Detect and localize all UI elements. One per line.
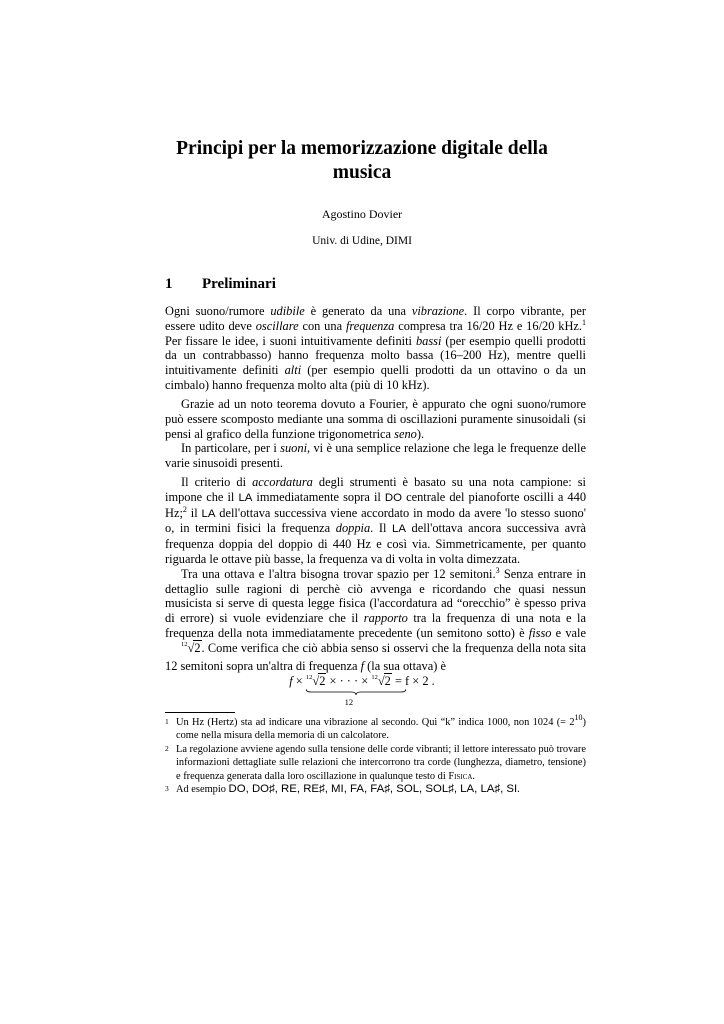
section-title: Preliminari (202, 276, 276, 292)
paragraph-2: Grazie ad un noto teorema dovuto a Fourier, è appurato che ogni suono/rumore può essere scomposto mediante una somma di oscillazioni puramente sinusoidali (si pensi al grafico della funzione trigonometrica seno). (165, 397, 586, 441)
footnote-rule (165, 712, 235, 713)
author-affiliation: Univ. di Udine, DIMI (312, 235, 412, 247)
footnote-ref-3[interactable]: 3 (495, 565, 500, 575)
display-equation: f × $^{12}$√2 × · · · × $^{12}$√2 12 = f × 2 . (0, 674, 724, 691)
section-number: 1 (165, 276, 173, 292)
paragraph-1: Ogni suono/rumore udibile è generato da una vibrazione. Il corpo vibrante, per essere udito deve oscillare con una frequenza compresa tra 16/20 Hz e 16/20 kHz.$^1$ Per fissare le idee, i suoni intuitivamente definiti bassi (per esempio quelli prodotti da un contrabbasso) hanno frequenza molto bassa (16–200 Hz), mentre quelli intuitivamente definiti alti (per esempio quelli prodotti da un ottavino o da un cimbalo) hanno frequenza molto alta (più di 10 kHz). (165, 304, 586, 392)
paper-title (0, 137, 724, 185)
title-line-2: musica (332, 162, 392, 183)
paragraph-4: Il criterio di accordatura degli strumenti è basato su una nota campione: si impone che il LA immediatamente sopra il DO centrale del pianoforte oscilli a 440 Hz;$^2$ il LA dell'ottava successiva viene accordato in modo da avere 'lo stesso suono' o, in termini fisici la frequenza doppia. Il LA dell'ottava ancora successiva avrà frequenza doppia del doppio di 440 Hz e così via. Simmetricamente, per quanto riguarda le ottave più basse, la frequenza va di volta in volta dimezzata. (165, 475, 587, 566)
body-text-block-3 (165, 475, 586, 673)
body-text-block-1 (165, 304, 586, 393)
title-line-1: Principi per la memorizzazione digitale della (176, 138, 548, 159)
footnote-ref-1[interactable]: 1 (582, 317, 586, 327)
underbraced-product: $^{12}$√2 × · · · × $^{12}$√2 12 (306, 674, 392, 691)
section-heading (165, 276, 276, 293)
footnotes (165, 713, 586, 796)
footnote-3: 3 Ad esempio DO, DO♯, RE, RE♯, MI, FA, FA♯, SOL, SOL♯, LA, LA♯, SI. (165, 783, 520, 796)
paragraph-5: Tra una ottava e l'altra bisogna trovar spazio per 12 semitoni.$^3$ Senza entrare in dettaglio sulle ragioni di perchè ciò avvenga e ricordando che quasi nessun musicista si serve di questa legge fisica (l'accordatura ad “orecchio” è spesso priva di errore) si vuole evidenziare che il rapporto tra la frequenza di una nota e la frequenza della nota immediatamente precedente (un semitono sotto) è fisso e vale $^{12}$√2. Come verifica che ciò abbia senso si osservi che la frequenza della nota sita 12 semitoni sopra un'altra di frequenza f (la sua ottava) è (165, 565, 586, 673)
paragraph-3: In particolare, per i suoni, vi è una semplice relazione che lega le frequenze delle varie sinusoidi presenti. (165, 441, 587, 471)
author-name: Agostino Dovier (321, 207, 403, 221)
footnote-1: 1 Un Hz (Hertz) sta ad indicare una vibrazione al secondo. Qui “k” indica 1000, non 1024 (= $2^{10}$) come nella misura della memoria di un calcolatore. (165, 713, 586, 742)
twelfth-root-inline: $^{12}$√2 (181, 640, 201, 655)
underbrace-label: 12 (344, 697, 354, 707)
footnote-ref-2[interactable]: 2 (182, 504, 187, 514)
body-text-block-2 (165, 397, 586, 471)
footnote-2: 2 La regolazione avviene agendo sulla tensione delle corde vibranti; il lettore interessato può trovare informazioni dettagliate sulle relazioni che intercorrono tra corde (lunghezza, diametro, tensione) e frequenza generata dalla loro oscillazione in qualunque testo di Fisica. (165, 743, 586, 782)
